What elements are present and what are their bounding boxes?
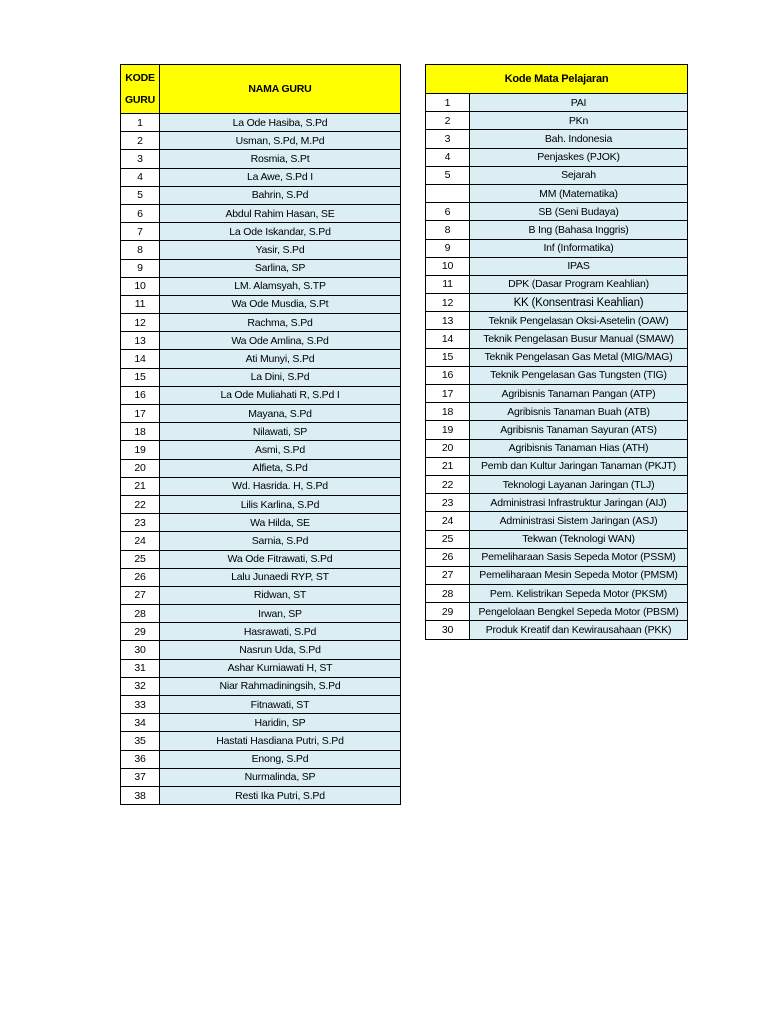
- mapel-table-body: [426, 94, 688, 640]
- nama-guru-cell: Nasrun Uda, S.Pd: [160, 641, 401, 659]
- nama-guru-cell: Enong, S.Pd: [160, 750, 401, 768]
- table-row: [426, 512, 688, 530]
- table-row: [121, 368, 401, 386]
- nama-guru-cell: Wa Ode Fitrawati, S.Pd: [160, 550, 401, 568]
- table-row: [426, 421, 688, 439]
- kode-guru-cell: 16: [121, 386, 160, 404]
- table-row: [121, 132, 401, 150]
- kode-guru-cell: 27: [121, 586, 160, 604]
- table-row: [426, 548, 688, 566]
- nama-mapel-cell: Teknik Pengelasan Busur Manual (SMAW): [470, 330, 688, 348]
- nama-mapel-cell: Penjaskes (PJOK): [470, 148, 688, 166]
- nama-guru-cell: Fitnawati, ST: [160, 696, 401, 714]
- header-nama-guru: NAMA GURU: [160, 65, 401, 114]
- kode-guru-cell: 35: [121, 732, 160, 750]
- table-row: [121, 223, 401, 241]
- table-row: [121, 459, 401, 477]
- nama-guru-cell: Ridwan, ST: [160, 586, 401, 604]
- nama-mapel-cell: Pemb dan Kultur Jaringan Tanaman (PKJT): [470, 457, 688, 475]
- nama-guru-cell: Haridin, SP: [160, 714, 401, 732]
- nama-mapel-cell: Administrasi Sistem Jaringan (ASJ): [470, 512, 688, 530]
- nama-guru-cell: La Ode Hasiba, S.Pd: [160, 114, 401, 132]
- kode-guru-cell: 12: [121, 314, 160, 332]
- table-row: [121, 168, 401, 186]
- table-row: [121, 568, 401, 586]
- nama-mapel-cell: IPAS: [470, 257, 688, 275]
- nama-mapel-cell: Teknik Pengelasan Gas Tungsten (TIG): [470, 366, 688, 384]
- nama-guru-cell: Lalu Junaedi RYP, ST: [160, 568, 401, 586]
- kode-mapel-cell: 12: [426, 294, 470, 312]
- kode-guru-cell: 36: [121, 750, 160, 768]
- table-row: [426, 475, 688, 493]
- table-row: [121, 550, 401, 568]
- table-row: [426, 621, 688, 639]
- kode-guru-cell: 38: [121, 786, 160, 804]
- kode-mapel-cell: 17: [426, 385, 470, 403]
- nama-mapel-cell: Pemeliharaan Sasis Sepeda Motor (PSSM): [470, 548, 688, 566]
- table-row: [121, 641, 401, 659]
- table-row: [121, 441, 401, 459]
- kode-guru-cell: 19: [121, 441, 160, 459]
- nama-mapel-cell: DPK (Dasar Program Keahlian): [470, 275, 688, 293]
- nama-guru-cell: Mayana, S.Pd: [160, 405, 401, 423]
- nama-mapel-cell: Produk Kreatif dan Kewirausahaan (PKK): [470, 621, 688, 639]
- nama-guru-cell: Rosmia, S.Pt: [160, 150, 401, 168]
- nama-guru-cell: Ati Munyi, S.Pd: [160, 350, 401, 368]
- kode-mapel-cell: 6: [426, 203, 470, 221]
- kode-guru-cell: 4: [121, 168, 160, 186]
- nama-guru-cell: La Dini, S.Pd: [160, 368, 401, 386]
- kode-guru-cell: 17: [121, 405, 160, 423]
- nama-mapel-cell: Agribisnis Tanaman Pangan (ATP): [470, 385, 688, 403]
- table-row: [121, 386, 401, 404]
- kode-mapel-cell: 13: [426, 312, 470, 330]
- kode-guru-cell: 20: [121, 459, 160, 477]
- kode-mapel-cell: 29: [426, 603, 470, 621]
- table-row: [426, 348, 688, 366]
- nama-guru-cell: La Ode Muliahati R, S.Pd I: [160, 386, 401, 404]
- nama-mapel-cell: Tekwan (Teknologi WAN): [470, 530, 688, 548]
- nama-mapel-cell: KK (Konsentrasi Keahlian): [470, 294, 688, 312]
- nama-guru-cell: Wd. Hasrida. H, S.Pd: [160, 477, 401, 495]
- kode-guru-cell: 28: [121, 605, 160, 623]
- table-row: [426, 566, 688, 584]
- kode-mapel-cell: 30: [426, 621, 470, 639]
- nama-guru-cell: LM. Alamsyah, S.TP: [160, 277, 401, 295]
- nama-guru-cell: Lilis Karlina, S.Pd: [160, 495, 401, 513]
- kode-guru-cell: 8: [121, 241, 160, 259]
- nama-guru-cell: Ashar Kurniawati H, ST: [160, 659, 401, 677]
- kode-mapel-cell: 25: [426, 530, 470, 548]
- kode-guru-cell: 11: [121, 295, 160, 313]
- kode-mapel-cell: 19: [426, 421, 470, 439]
- kode-mapel-cell: 28: [426, 585, 470, 603]
- kode-mapel-cell: 26: [426, 548, 470, 566]
- table-row: [426, 294, 688, 312]
- table-row: [121, 114, 401, 132]
- table-row: [121, 150, 401, 168]
- kode-mapel-cell: 8: [426, 221, 470, 239]
- kode-guru-cell: 26: [121, 568, 160, 586]
- kode-guru-cell: 10: [121, 277, 160, 295]
- table-row: [426, 385, 688, 403]
- kode-guru-cell: 33: [121, 696, 160, 714]
- nama-mapel-cell: Teknologi Layanan Jaringan (TLJ): [470, 475, 688, 493]
- nama-mapel-cell: Administrasi Infrastruktur Jaringan (AIJ): [470, 494, 688, 512]
- table-row: [426, 184, 688, 202]
- table-row: [121, 750, 401, 768]
- table-row: [426, 312, 688, 330]
- nama-guru-cell: La Awe, S.Pd I: [160, 168, 401, 186]
- kode-guru-cell: 15: [121, 368, 160, 386]
- kode-guru-cell: 14: [121, 350, 160, 368]
- kode-mapel-cell: 18: [426, 403, 470, 421]
- table-row: [426, 166, 688, 184]
- nama-mapel-cell: Agribisnis Tanaman Buah (ATB): [470, 403, 688, 421]
- table-row: [426, 366, 688, 384]
- nama-guru-cell: Bahrin, S.Pd: [160, 186, 401, 204]
- nama-mapel-cell: PKn: [470, 112, 688, 130]
- table-row: [121, 732, 401, 750]
- table-row: [426, 221, 688, 239]
- table-row: [426, 112, 688, 130]
- mapel-header-row: [426, 65, 688, 94]
- table-row: [121, 659, 401, 677]
- nama-guru-cell: Wa Ode Amlina, S.Pd: [160, 332, 401, 350]
- table-row: [426, 494, 688, 512]
- kode-mapel-cell: 15: [426, 348, 470, 366]
- guru-table-body: [121, 114, 401, 805]
- table-row: [426, 439, 688, 457]
- nama-mapel-cell: Sejarah: [470, 166, 688, 184]
- kode-guru-cell: 9: [121, 259, 160, 277]
- table-row: [426, 403, 688, 421]
- nama-guru-cell: Abdul Rahim Hasan, SE: [160, 204, 401, 222]
- nama-guru-cell: Hasrawati, S.Pd: [160, 623, 401, 641]
- table-row: [121, 514, 401, 532]
- nama-guru-cell: Sarlina, SP: [160, 259, 401, 277]
- kode-guru-cell: 1: [121, 114, 160, 132]
- table-row: [121, 714, 401, 732]
- kode-mapel-cell: 4: [426, 148, 470, 166]
- kode-guru-cell: 23: [121, 514, 160, 532]
- kode-mapel-cell: 5: [426, 166, 470, 184]
- kode-mapel-cell: 16: [426, 366, 470, 384]
- nama-guru-cell: Asmi, S.Pd: [160, 441, 401, 459]
- kode-mapel-cell: 10: [426, 257, 470, 275]
- table-row: [121, 423, 401, 441]
- nama-guru-cell: Hastati Hasdiana Putri, S.Pd: [160, 732, 401, 750]
- nama-guru-cell: Alfieta, S.Pd: [160, 459, 401, 477]
- nama-mapel-cell: Pengelolaan Bengkel Sepeda Motor (PBSM): [470, 603, 688, 621]
- table-row: [121, 314, 401, 332]
- table-row: [121, 477, 401, 495]
- nama-guru-cell: Yasir, S.Pd: [160, 241, 401, 259]
- table-row: [426, 94, 688, 112]
- kode-mapel-cell: 2: [426, 112, 470, 130]
- nama-mapel-cell: Pemeliharaan Mesin Sepeda Motor (PMSM): [470, 566, 688, 584]
- kode-guru-cell: 29: [121, 623, 160, 641]
- table-row: [121, 295, 401, 313]
- kode-guru-cell: 24: [121, 532, 160, 550]
- nama-mapel-cell: Teknik Pengelasan Oksi-Asetelin (OAW): [470, 312, 688, 330]
- table-row: [121, 241, 401, 259]
- table-row: [121, 586, 401, 604]
- nama-guru-cell: Usman, S.Pd, M.Pd: [160, 132, 401, 150]
- kode-guru-cell: 6: [121, 204, 160, 222]
- nama-mapel-cell: PAI: [470, 94, 688, 112]
- table-row: [121, 768, 401, 786]
- nama-guru-cell: Niar Rahmadiningsih, S.Pd: [160, 677, 401, 695]
- table-row: [121, 405, 401, 423]
- kode-guru-cell: 7: [121, 223, 160, 241]
- table-row: [121, 677, 401, 695]
- table-row: [426, 130, 688, 148]
- nama-mapel-cell: Agribisnis Tanaman Hias (ATH): [470, 439, 688, 457]
- kode-guru-cell: 34: [121, 714, 160, 732]
- kode-mapel-cell: 21: [426, 457, 470, 475]
- nama-guru-cell: Rachma, S.Pd: [160, 314, 401, 332]
- table-row: [426, 239, 688, 257]
- table-row: [426, 330, 688, 348]
- nama-guru-cell: Nilawati, SP: [160, 423, 401, 441]
- header-kode-mata-pelajaran: Kode Mata Pelajaran: [426, 65, 688, 94]
- kode-guru-cell: 21: [121, 477, 160, 495]
- kode-guru-cell: 5: [121, 186, 160, 204]
- kode-mapel-cell: 3: [426, 130, 470, 148]
- table-row: [426, 457, 688, 475]
- table-row: [121, 277, 401, 295]
- kode-mapel-cell: 1: [426, 94, 470, 112]
- guru-table: [120, 64, 401, 805]
- kode-mapel-cell: 20: [426, 439, 470, 457]
- table-row: [121, 696, 401, 714]
- nama-guru-cell: Nurmalinda, SP: [160, 768, 401, 786]
- table-row: [121, 532, 401, 550]
- guru-header-row: [121, 65, 401, 114]
- kode-guru-cell: 22: [121, 495, 160, 513]
- kode-guru-cell: 31: [121, 659, 160, 677]
- nama-mapel-cell: Bah. Indonesia: [470, 130, 688, 148]
- table-row: [121, 350, 401, 368]
- table-row: [121, 204, 401, 222]
- kode-guru-cell: 3: [121, 150, 160, 168]
- table-row: [426, 148, 688, 166]
- nama-guru-cell: Wa Ode Musdia, S.Pt: [160, 295, 401, 313]
- nama-mapel-cell: Inf (Informatika): [470, 239, 688, 257]
- nama-mapel-cell: MM (Matematika): [470, 184, 688, 202]
- kode-mapel-cell: 22: [426, 475, 470, 493]
- kode-mapel-cell: 27: [426, 566, 470, 584]
- table-row: [426, 603, 688, 621]
- table-row: [121, 495, 401, 513]
- kode-guru-cell: 2: [121, 132, 160, 150]
- nama-guru-cell: Sarnia, S.Pd: [160, 532, 401, 550]
- table-row: [426, 275, 688, 293]
- table-row: [426, 257, 688, 275]
- header-kode-guru: KODE GURU: [121, 65, 160, 114]
- kode-guru-cell: 25: [121, 550, 160, 568]
- table-row: [121, 259, 401, 277]
- table-row: [426, 530, 688, 548]
- nama-guru-cell: Resti Ika Putri, S.Pd: [160, 786, 401, 804]
- kode-guru-cell: 18: [121, 423, 160, 441]
- mapel-table: [425, 64, 688, 640]
- kode-mapel-cell: 11: [426, 275, 470, 293]
- table-row: [121, 786, 401, 804]
- nama-mapel-cell: Teknik Pengelasan Gas Metal (MIG/MAG): [470, 348, 688, 366]
- nama-mapel-cell: Pem. Kelistrikan Sepeda Motor (PKSM): [470, 585, 688, 603]
- nama-guru-cell: La Ode Iskandar, S.Pd: [160, 223, 401, 241]
- table-row: [426, 203, 688, 221]
- kode-guru-cell: 37: [121, 768, 160, 786]
- nama-guru-cell: Wa Hilda, SE: [160, 514, 401, 532]
- kode-guru-cell: 13: [121, 332, 160, 350]
- nama-mapel-cell: SB (Seni Budaya): [470, 203, 688, 221]
- nama-guru-cell: Irwan, SP: [160, 605, 401, 623]
- kode-mapel-cell: 24: [426, 512, 470, 530]
- kode-guru-cell: 30: [121, 641, 160, 659]
- table-row: [121, 623, 401, 641]
- table-row: [121, 186, 401, 204]
- kode-mapel-cell: [426, 184, 470, 202]
- nama-mapel-cell: B Ing (Bahasa Inggris): [470, 221, 688, 239]
- table-row: [426, 585, 688, 603]
- table-row: [121, 332, 401, 350]
- nama-mapel-cell: Agribisnis Tanaman Sayuran (ATS): [470, 421, 688, 439]
- table-row: [121, 605, 401, 623]
- kode-mapel-cell: 14: [426, 330, 470, 348]
- kode-mapel-cell: 9: [426, 239, 470, 257]
- kode-mapel-cell: 23: [426, 494, 470, 512]
- kode-guru-cell: 32: [121, 677, 160, 695]
